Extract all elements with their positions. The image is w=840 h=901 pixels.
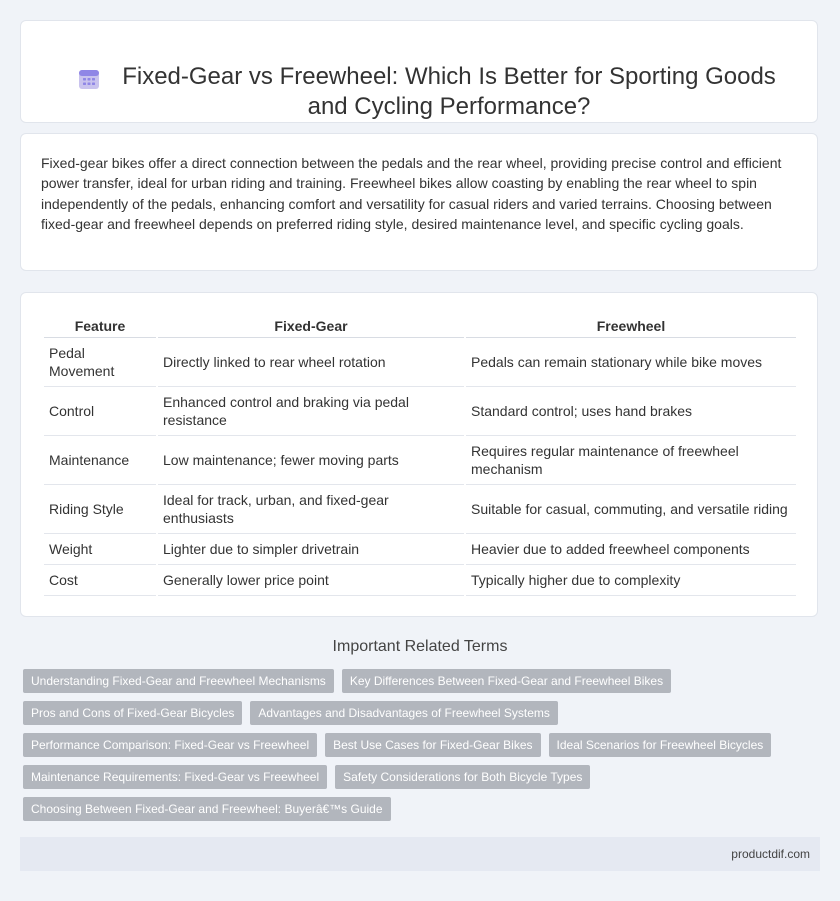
related-terms-list (23, 669, 823, 829)
term-tag[interactable]: Key Differences Between Fixed-Gear and Freewheel Bikes (342, 669, 671, 693)
cell-feature: Pedal Movement (44, 338, 156, 387)
term-tag[interactable]: Performance Comparison: Fixed-Gear vs Freewheel (23, 733, 317, 757)
footer (20, 837, 820, 871)
table-row (44, 565, 796, 596)
term-tag[interactable]: Best Use Cases for Fixed-Gear Bikes (325, 733, 540, 757)
table-row (44, 387, 796, 436)
table-row (44, 534, 796, 565)
title-card (20, 20, 818, 123)
cell-feature: Weight (44, 534, 156, 565)
term-row (23, 797, 823, 821)
intro-paragraph: Fixed-gear bikes offer a direct connection between the pedals and the rear wheel, providing precise control and efficient power transfer, ideal for urban riding and training. Freewheel bikes allow coasting by enabling the rear wheel to spin independently of the pedals, enhancing comfort and versatility for casual riders and varied terrains. Choosing between fixed-gear and freewheel depends on preferred riding style, desired maintenance level, and specific cycling goals. (41, 155, 782, 232)
term-row (23, 669, 823, 693)
term-tag[interactable]: Safety Considerations for Both Bicycle Types (335, 765, 590, 789)
cell-feature: Maintenance (44, 436, 156, 485)
term-tag[interactable]: Choosing Between Fixed-Gear and Freewheel: Buyerâ€™s Guide (23, 797, 391, 821)
term-tag[interactable]: Maintenance Requirements: Fixed-Gear vs Freewheel (23, 765, 327, 789)
term-row (23, 765, 823, 789)
cell-fixed-gear: Ideal for track, urban, and fixed-gear enthusiasts (158, 485, 464, 534)
cell-feature: Control (44, 387, 156, 436)
related-terms-title: Important Related Terms (332, 638, 508, 655)
cell-feature: Cost (44, 565, 156, 596)
table-row (44, 485, 796, 534)
table-header-row (44, 313, 796, 338)
header-feature: Feature (44, 313, 156, 338)
cell-fixed-gear: Low maintenance; fewer moving parts (158, 436, 464, 485)
cell-freewheel: Requires regular maintenance of freewheel mechanism (466, 436, 796, 485)
cell-freewheel: Heavier due to added freewheel components (466, 534, 796, 565)
cell-fixed-gear: Enhanced control and braking via pedal resistance (158, 387, 464, 436)
term-row (23, 733, 823, 757)
term-tag[interactable]: Ideal Scenarios for Freewheel Bicycles (549, 733, 772, 757)
term-tag[interactable]: Pros and Cons of Fixed-Gear Bicycles (23, 701, 242, 725)
comparison-card (20, 292, 818, 617)
calendar-icon (77, 67, 101, 91)
cell-freewheel: Suitable for casual, commuting, and versatile riding (466, 485, 796, 534)
cell-fixed-gear: Directly linked to rear wheel rotation (158, 338, 464, 387)
page-title: Fixed-Gear vs Freewheel: Which Is Better for Sporting Goods and Cycling Performance? (122, 63, 776, 120)
term-row (23, 701, 823, 725)
table-row (44, 436, 796, 485)
footer-site-link[interactable]: productdif.com (731, 847, 810, 861)
header-fixed-gear: Fixed-Gear (158, 313, 464, 338)
cell-fixed-gear: Generally lower price point (158, 565, 464, 596)
table-row (44, 338, 796, 387)
term-tag[interactable]: Advantages and Disadvantages of Freewheel Systems (250, 701, 558, 725)
intro-card (20, 133, 818, 271)
term-tag[interactable]: Understanding Fixed-Gear and Freewheel Mechanisms (23, 669, 334, 693)
comparison-table (42, 313, 798, 596)
cell-freewheel: Typically higher due to complexity (466, 565, 796, 596)
cell-freewheel: Pedals can remain stationary while bike moves (466, 338, 796, 387)
header-freewheel: Freewheel (466, 313, 796, 338)
cell-freewheel: Standard control; uses hand brakes (466, 387, 796, 436)
cell-feature: Riding Style (44, 485, 156, 534)
cell-fixed-gear: Lighter due to simpler drivetrain (158, 534, 464, 565)
